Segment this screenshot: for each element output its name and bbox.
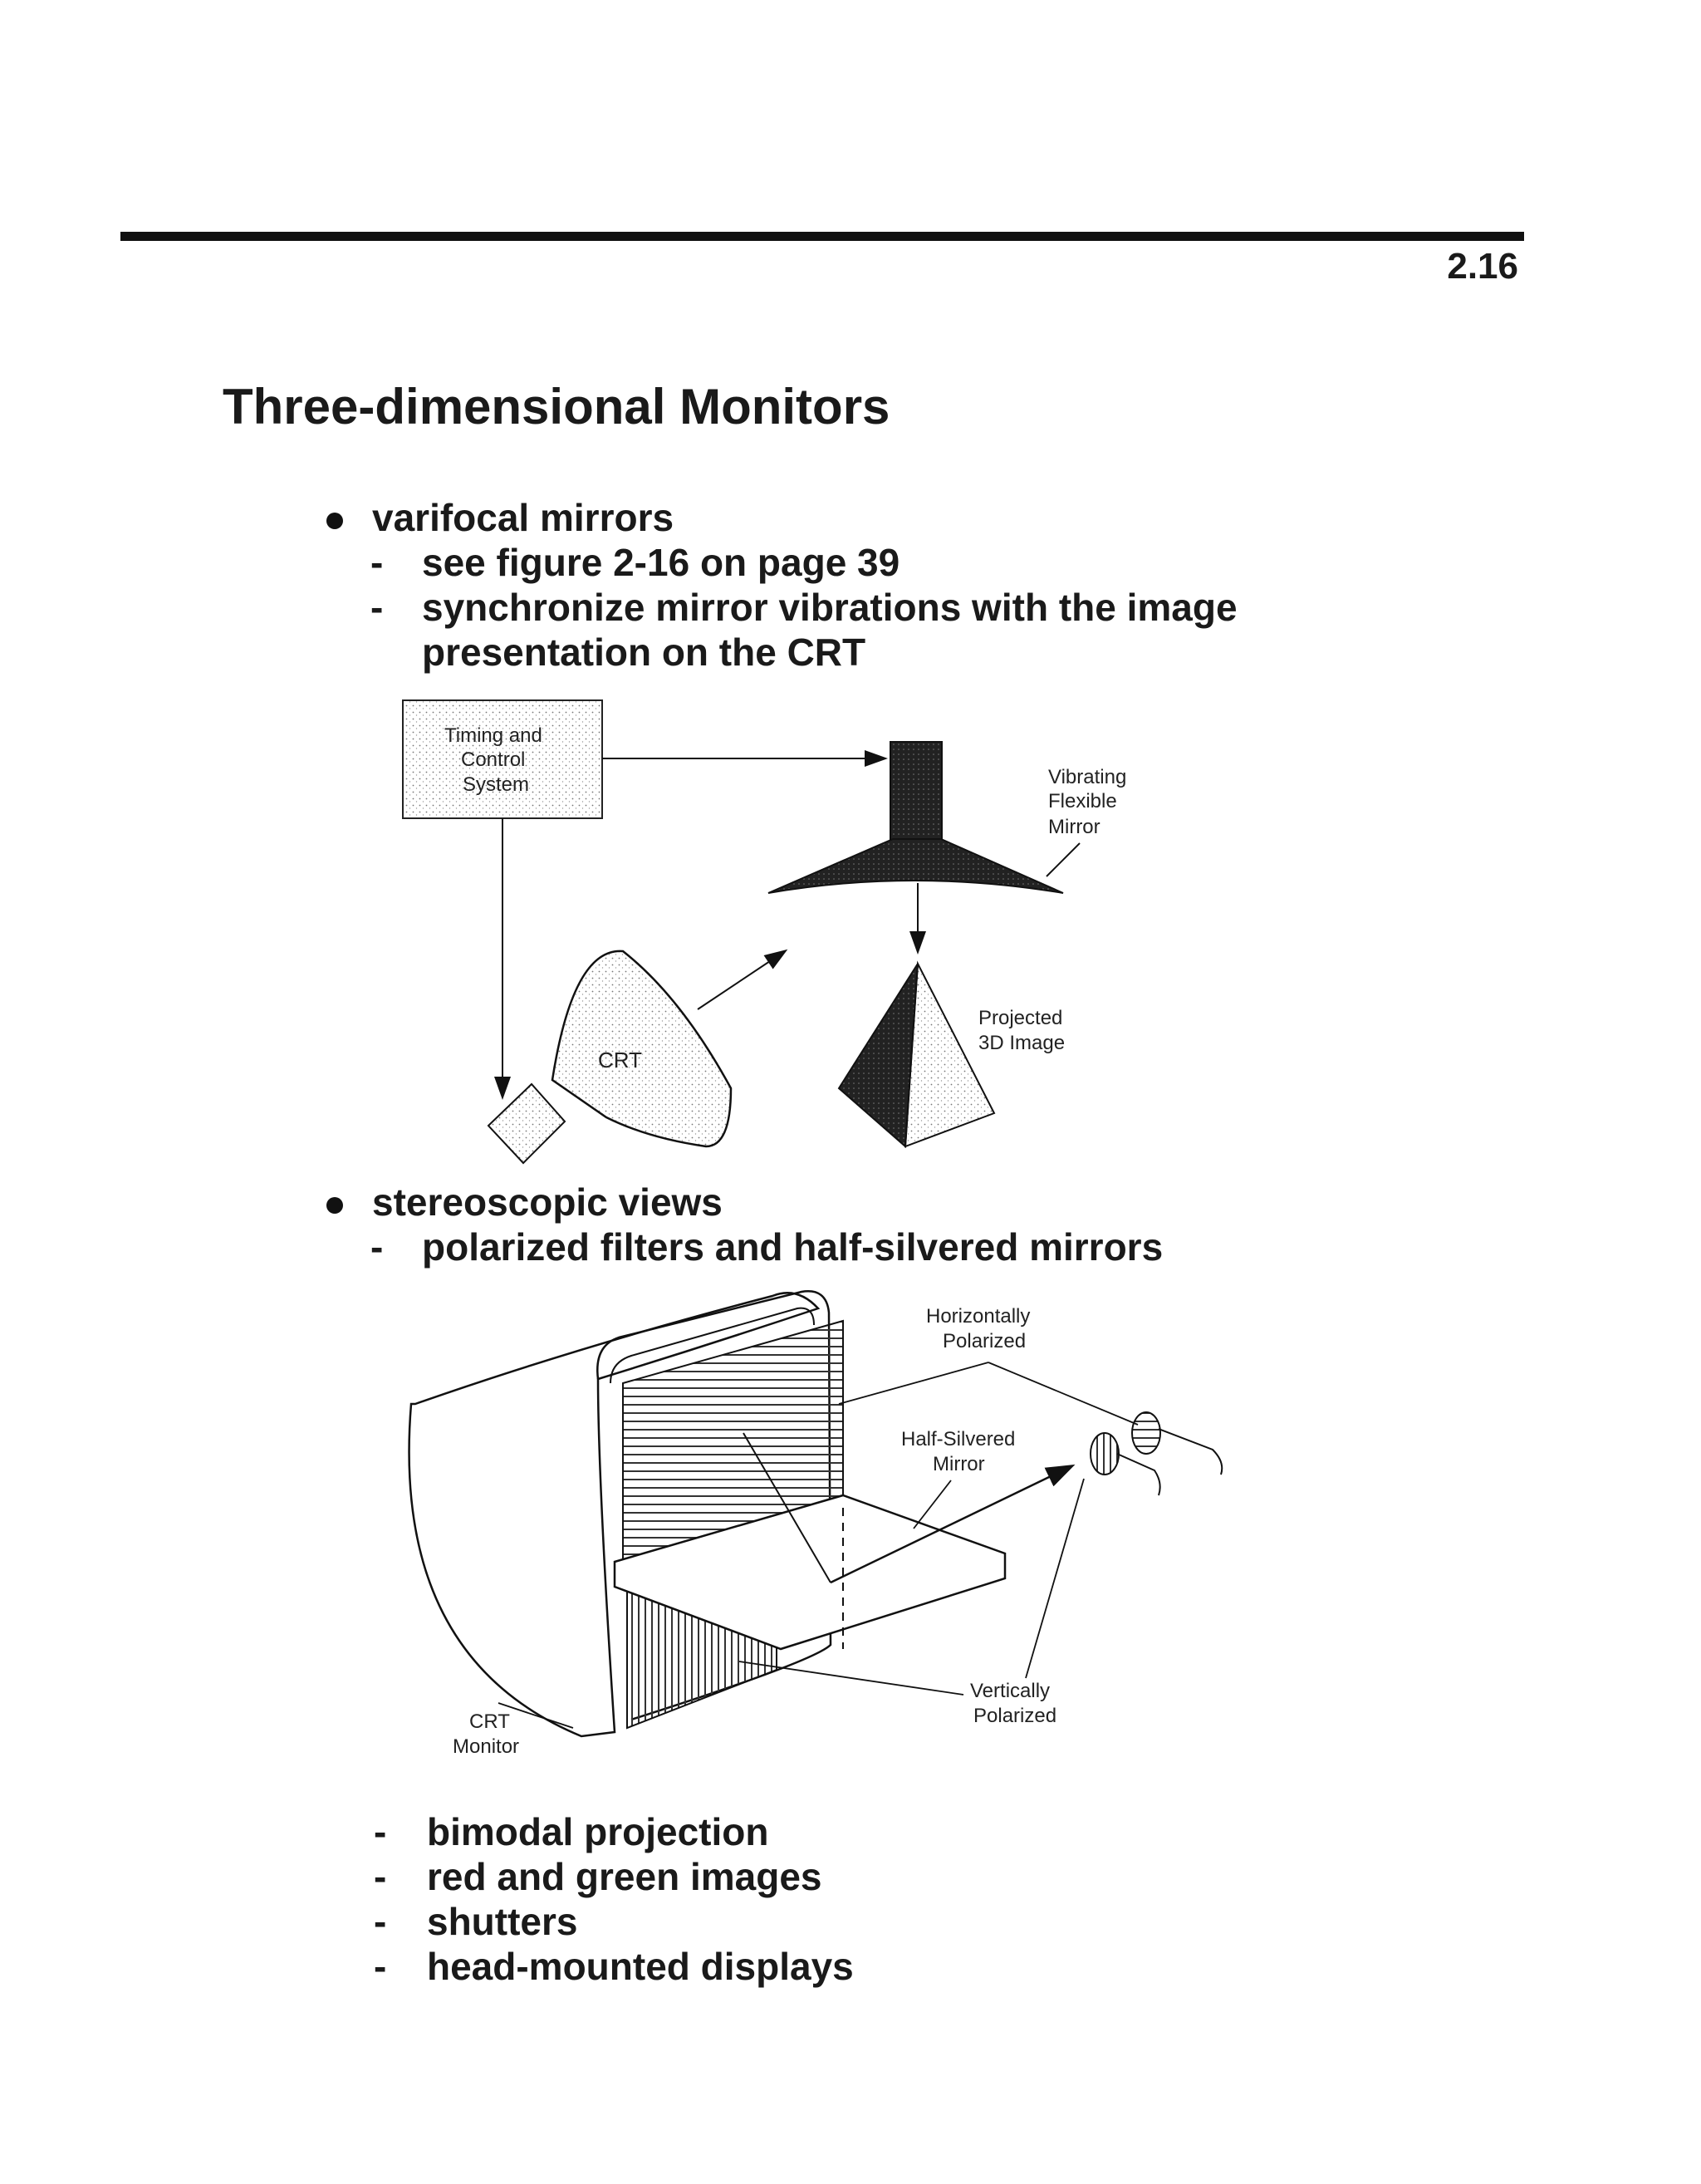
- arrow-line: [698, 951, 785, 1009]
- list-item-continuation: presentation on the CRT: [422, 631, 866, 674]
- list-item: red and green images: [427, 1855, 822, 1898]
- vertical-label: Polarized: [973, 1705, 1057, 1727]
- leader-line: [739, 1661, 963, 1695]
- dash-marker: -: [370, 541, 384, 584]
- list-item: head-mounted displays: [427, 1945, 854, 1988]
- list-item: synchronize mirror vibrations with the image: [422, 586, 1238, 629]
- leader-line: [914, 1480, 951, 1529]
- dash-marker: -: [370, 586, 384, 629]
- list-item: bimodal projection: [427, 1810, 769, 1853]
- speaker-coil: [890, 742, 942, 842]
- halfmirror-label: Half-Silvered: [901, 1428, 1016, 1450]
- bullet-dot: [326, 1197, 343, 1214]
- timing-label: Timing and: [444, 724, 542, 747]
- mirror-label: Vibrating: [1048, 766, 1127, 788]
- pyramid-dark-face: [839, 964, 918, 1146]
- list-item: see figure 2-16 on page 39: [422, 541, 900, 584]
- leader-line: [988, 1362, 1138, 1425]
- section-heading-varifocal: varifocal mirrors: [372, 496, 674, 539]
- monitor-label: CRT: [469, 1710, 510, 1733]
- glasses-arm: [1159, 1429, 1222, 1475]
- projected-label: 3D Image: [978, 1032, 1066, 1054]
- mirror-label: Flexible: [1048, 790, 1117, 812]
- page-number: 2.16: [1447, 246, 1518, 287]
- section-heading-stereoscopic: stereoscopic views: [372, 1180, 723, 1224]
- horizontal-label: Horizontally: [926, 1305, 1031, 1328]
- horizontal-label: Polarized: [943, 1330, 1027, 1352]
- vertical-label: Vertically: [970, 1680, 1051, 1702]
- leader-line: [839, 1362, 988, 1404]
- timing-label: System: [463, 773, 530, 796]
- mirror-label: Mirror: [1048, 816, 1101, 838]
- crt-neck: [488, 1084, 565, 1163]
- dash-marker: -: [370, 1225, 384, 1269]
- leader-line: [1047, 843, 1080, 876]
- timing-label: Control: [461, 748, 526, 771]
- list-item: polarized filters and half-silvered mirrors: [422, 1225, 1164, 1269]
- page-title: Three-dimensional Monitors: [223, 379, 890, 434]
- leader-line: [1026, 1479, 1084, 1678]
- crt-label: CRT: [598, 1048, 642, 1072]
- dash-marker: -: [374, 1945, 387, 1988]
- dash-marker: -: [374, 1855, 387, 1898]
- dash-marker: -: [374, 1900, 387, 1943]
- monitor-label: Monitor: [453, 1735, 520, 1758]
- glasses-arm: [1117, 1454, 1160, 1495]
- dash-marker: -: [374, 1810, 387, 1853]
- glasses-lens: [1132, 1412, 1160, 1454]
- projected-label: Projected: [978, 1007, 1063, 1029]
- list-item: shutters: [427, 1900, 578, 1943]
- vibrating-mirror: [768, 839, 1063, 893]
- halfmirror-label: Mirror: [933, 1453, 985, 1475]
- glasses-lens: [1091, 1433, 1119, 1475]
- pyramid-light-face: [905, 964, 994, 1146]
